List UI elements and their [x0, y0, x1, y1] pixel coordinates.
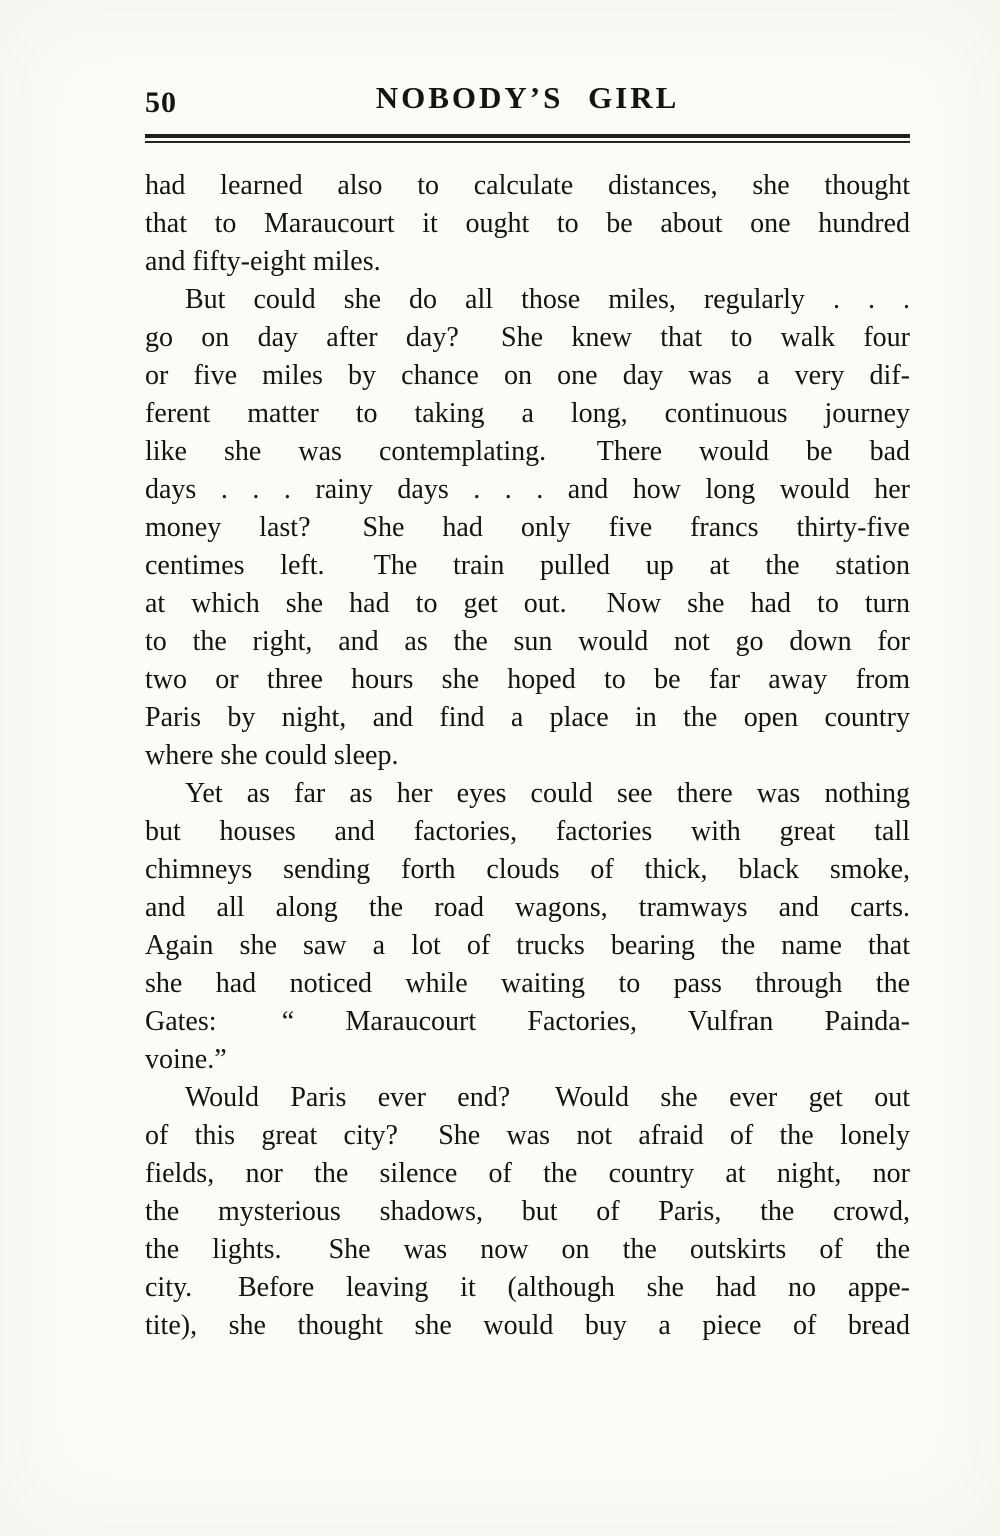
text-line: tite), she thought she would buy a piece of bread: [145, 1310, 910, 1341]
text-line: Again she saw a lot of trucks bearing the name that: [145, 930, 910, 961]
text-line: money last? She had only five francs thirty-five: [145, 512, 910, 543]
text-line: of this great city? She was not afraid of the lonely: [145, 1120, 910, 1151]
text-line: ferent matter to taking a long, continuous journey: [145, 398, 910, 429]
text-line: two or three hours she hoped to be far away from: [145, 664, 910, 695]
text-line: she had noticed while waiting to pass through the: [145, 968, 910, 999]
text-line: had learned also to calculate distances, she thought: [145, 170, 910, 201]
text-line: and fifty-eight miles.: [145, 246, 381, 277]
text-line: that to Maraucourt it ought to be about one hundred: [145, 208, 910, 239]
text-line: at which she had to get out. Now she had to turn: [145, 588, 910, 619]
text-line: the mysterious shadows, but of Paris, the crowd,: [145, 1196, 910, 1227]
page-title: NOBODY’S GIRL: [375, 80, 680, 115]
text-line: Gates: “ Maraucourt Factories, Vulfran Painda-: [145, 1006, 910, 1037]
header-rule-thick: [145, 134, 910, 138]
text-line: centimes left. The train pulled up at the station: [145, 550, 910, 581]
paragraph: [145, 775, 910, 1079]
header-rule-thin: [145, 141, 910, 143]
text-line: and all along the road wagons, tramways and carts.: [145, 892, 910, 923]
text-line: Paris by night, and find a place in the open country: [145, 702, 910, 733]
paragraph: [145, 281, 910, 775]
page-body: [145, 167, 910, 1345]
paragraph: [145, 167, 910, 281]
text-line: like she was contemplating. There would be bad: [145, 436, 910, 467]
text-line: chimneys sending forth clouds of thick, black smoke,: [145, 854, 910, 885]
text-line: But could she do all those miles, regularly . . .: [185, 284, 910, 315]
header-rule: [145, 134, 910, 143]
text-line: Would Paris ever end? Would she ever get out: [185, 1082, 910, 1113]
text-line: to the right, and as the sun would not go down for: [145, 626, 910, 657]
text-line: where she could sleep.: [145, 740, 399, 771]
text-line: the lights. She was now on the outskirts of the: [145, 1234, 910, 1265]
text-line: Yet as far as her eyes could see there was nothing: [185, 778, 910, 809]
text-line: city. Before leaving it (although she had no appe-: [145, 1272, 910, 1303]
page-header: [145, 80, 910, 126]
text-line: go on day after day? She knew that to walk four: [145, 322, 910, 353]
text-line: voine.”: [145, 1044, 227, 1075]
text-line: but houses and factories, factories with great tall: [145, 816, 910, 847]
page-number: 50: [145, 86, 177, 119]
text-line: fields, nor the silence of the country at night, nor: [145, 1158, 910, 1189]
text-line: days . . . rainy days . . . and how long would her: [145, 474, 910, 505]
paragraph: [145, 1079, 910, 1345]
text-line: or five miles by chance on one day was a very dif-: [145, 360, 910, 391]
